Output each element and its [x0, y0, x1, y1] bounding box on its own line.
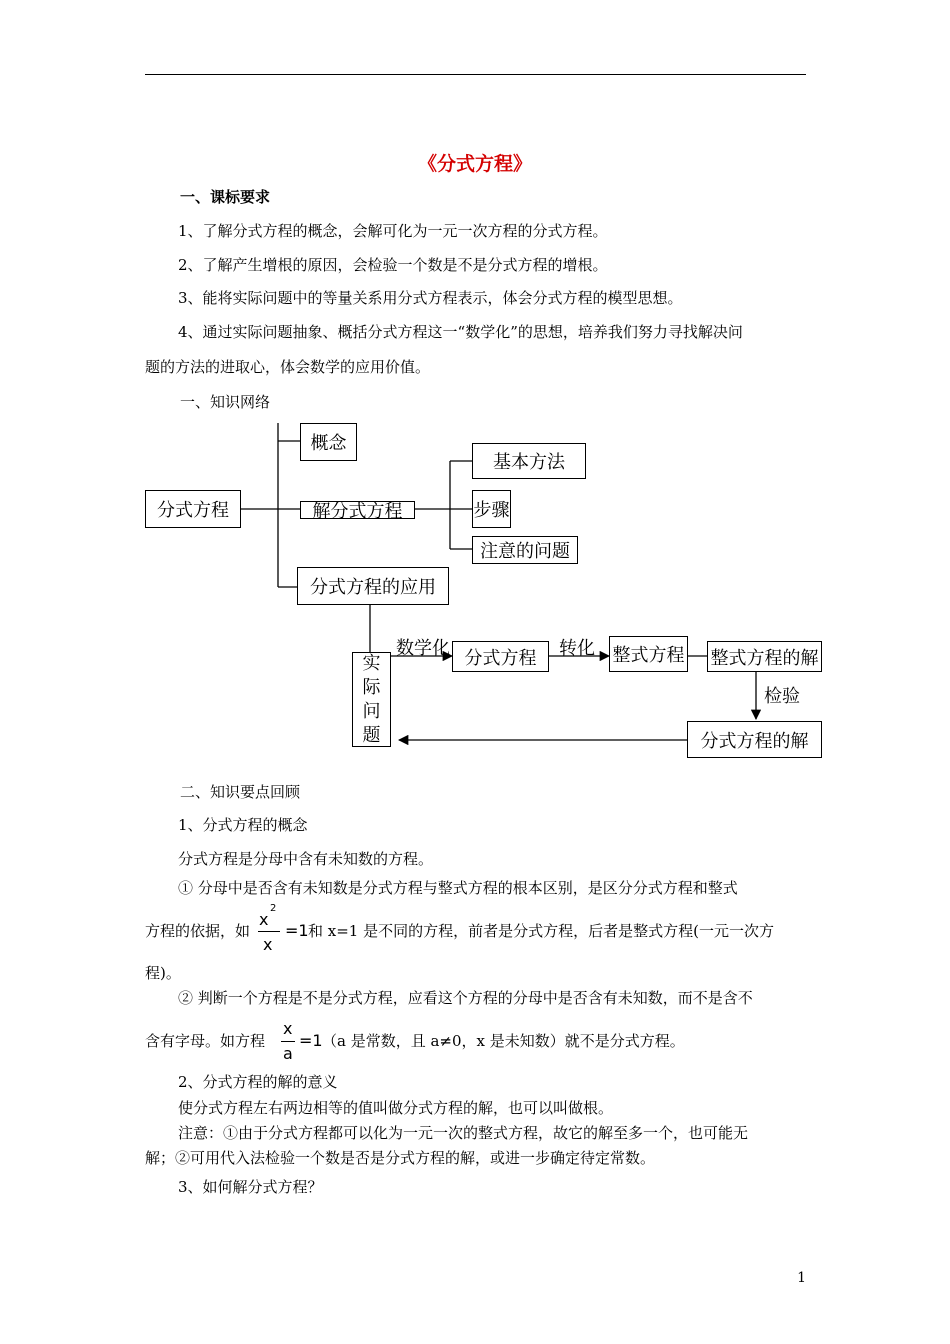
- section-heading-review: 二、知识要点回顾: [180, 783, 301, 801]
- requirement-3: 3、能将实际问题中的等量关系用分式方程表示，体会分式方程的模型思想。: [178, 289, 683, 307]
- note-line1: 注意：①由于分式方程都可以化为一元一次的整式方程，故它的解至多一个，也可能无: [178, 1124, 749, 1142]
- section-heading-curriculum: 一、课标要求: [180, 188, 271, 206]
- note-line2: 解；②可用代入法检验一个数是否是分式方程的解，或进一步确定待定常数。: [145, 1149, 656, 1167]
- real-problem-char-3: 问: [362, 700, 381, 722]
- point-2-line2-prefix: 含有字母。如方程: [145, 1032, 266, 1050]
- fraction-1-numerator: x: [259, 910, 269, 929]
- fraction-2-equals: =1: [299, 1031, 323, 1050]
- node-application: 分式方程的应用: [297, 567, 449, 605]
- node-steps: 步骤: [472, 490, 511, 528]
- definition-fractional-equation: 分式方程是分母中含有未知数的方程。: [178, 850, 434, 868]
- label-check: 检验: [764, 686, 800, 707]
- page-title: 《分式方程》: [417, 153, 532, 175]
- node-real-problem: [352, 652, 391, 747]
- node-fractional-equation-root: 分式方程: [145, 490, 241, 528]
- point-1-line3: 程)。: [145, 964, 181, 982]
- fraction-1-equals: =1: [285, 921, 309, 940]
- fraction-2-bar: [281, 1041, 295, 1042]
- requirement-4-line2: 题的方法的进取心，体会数学的应用价值。: [145, 358, 431, 376]
- node-concept: 概念: [300, 423, 357, 461]
- node-basic-method: 基本方法: [472, 443, 586, 479]
- node-fractional-equation-solution: 分式方程的解: [687, 721, 822, 758]
- subheading-concept: 1、分式方程的概念: [178, 816, 308, 834]
- requirement-2: 2、了解产生增根的原因，会检验一个数是不是分式方程的增根。: [178, 256, 608, 274]
- point-1-line2-suffix: 和 x=1 是不同的方程，前者是分式方程，后者是整式方程(一元一次方: [308, 922, 774, 940]
- real-problem-char-1: 实: [362, 652, 381, 674]
- point-1-line1: ① 分母中是否含有未知数是分式方程与整式方程的根本区别，是区分分式方程和整式: [178, 879, 738, 897]
- node-solve-fractional-equation: 解分式方程: [300, 501, 415, 519]
- node-fractional-equation: 分式方程: [452, 641, 549, 672]
- point-2-line1: ② 判断一个方程是不是分式方程，应看这个方程的分母中是否含有未知数，而不是含不: [178, 989, 753, 1007]
- fraction-1-bar: [258, 931, 280, 932]
- point-1-line2-prefix: 方程的依据，如: [145, 922, 251, 940]
- label-mathematize: 数学化: [396, 638, 450, 659]
- real-problem-char-4: 题: [362, 724, 381, 746]
- requirement-4-line1: 4、通过实际问题抽象、概括分式方程这一“数学化”的思想，培养我们努力寻找解决问: [178, 323, 743, 341]
- page-number: 1: [797, 1270, 806, 1286]
- subheading-how-to-solve: 3、如何解分式方程？: [178, 1178, 323, 1196]
- node-integral-equation-solution: 整式方程的解: [707, 641, 822, 672]
- point-2-line2-suffix: （a 是常数，且 a≠0，x 是未知数）就不是分式方程。: [322, 1032, 685, 1050]
- fraction-2-denominator: a: [283, 1044, 293, 1063]
- real-problem-char-2: 际: [362, 676, 381, 698]
- node-notes: 注意的问题: [472, 536, 578, 564]
- fraction-1-denominator: x: [263, 935, 273, 954]
- requirement-1: 1、了解分式方程的概念，会解可化为一元一次方程的分式方程。: [178, 222, 608, 240]
- fraction-1-exponent: 2: [270, 903, 277, 914]
- solution-definition: 使分式方程左右两边相等的值叫做分式方程的解，也可以叫做根。: [178, 1099, 614, 1117]
- node-integral-equation: 整式方程: [609, 636, 688, 672]
- subheading-solution-meaning: 2、分式方程的解的意义: [178, 1073, 338, 1091]
- section-heading-network: 一、知识网络: [180, 393, 271, 411]
- label-transform: 转化: [559, 638, 595, 659]
- fraction-2-numerator: x: [283, 1019, 293, 1038]
